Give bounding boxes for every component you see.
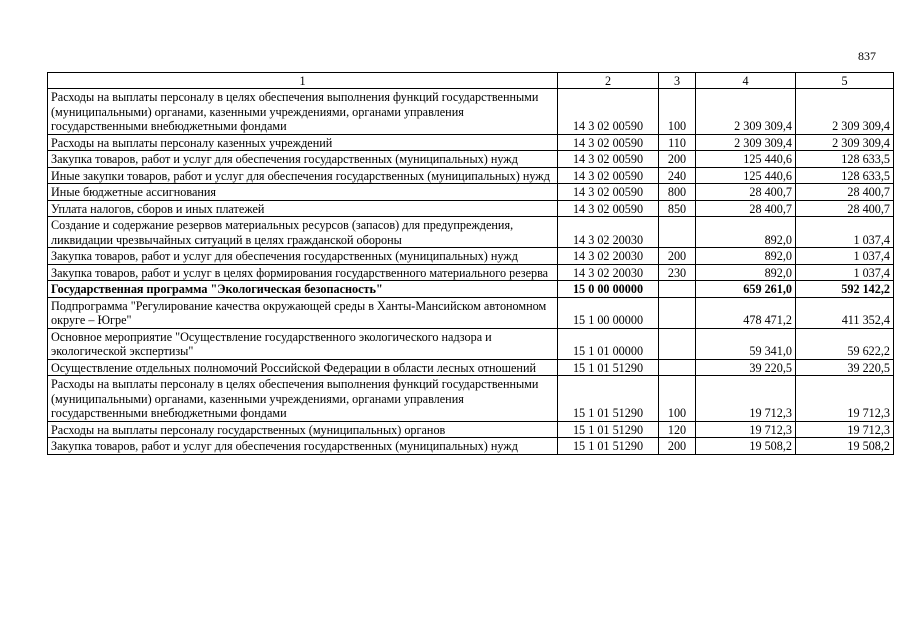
target-article-code-cell: 14 3 02 00590: [558, 134, 659, 151]
table-row: [48, 376, 894, 422]
row-name-cell: Иные закупки товаров, работ и услуг для обеспечения государственных (муниципальных) нужд: [48, 167, 558, 184]
table-row: [48, 297, 894, 328]
row-name-cell: Уплата налогов, сборов и иных платежей: [48, 200, 558, 217]
row-name-cell: Закупка товаров, работ и услуг в целях формирования государственного материального резерва: [48, 264, 558, 281]
expense-type-cell: 850: [659, 200, 696, 217]
target-article-code-cell: 14 3 02 00590: [558, 184, 659, 201]
row-name-cell: Расходы на выплаты персоналу в целях обеспечения выполнения функций государственными (муниципальными) органами, казенными учреждениями, органами управления государственными внебюджетными фондами: [48, 376, 558, 422]
table-row: [48, 328, 894, 359]
sum-2-cell: 2 309 309,4: [796, 134, 894, 151]
sum-1-cell: 2 309 309,4: [696, 89, 796, 135]
table-row: [48, 134, 894, 151]
sum-1-cell: 28 400,7: [696, 200, 796, 217]
target-article-code-cell: 14 3 02 20030: [558, 264, 659, 281]
sum-2-cell: 411 352,4: [796, 297, 894, 328]
expense-type-cell: 230: [659, 264, 696, 281]
sum-1-cell: 19 712,3: [696, 376, 796, 422]
row-name-cell: Расходы на выплаты персоналу казенных учреждений: [48, 134, 558, 151]
target-article-code-cell: 15 0 00 00000: [558, 281, 659, 298]
expense-type-cell: 240: [659, 167, 696, 184]
sum-2-cell: 2 309 309,4: [796, 89, 894, 135]
table-body: [48, 89, 894, 455]
row-name-cell: Основное мероприятие "Осуществление государственного экологического надзора и экологической экспертизы": [48, 328, 558, 359]
table-row: [48, 89, 894, 135]
sum-1-cell: 2 309 309,4: [696, 134, 796, 151]
expense-type-cell: 200: [659, 248, 696, 265]
sum-2-cell: 128 633,5: [796, 167, 894, 184]
sum-1-cell: 478 471,2: [696, 297, 796, 328]
sum-1-cell: 39 220,5: [696, 359, 796, 376]
row-name-cell: Создание и содержание резервов материальных ресурсов (запасов) для предупреждения, ликвидации чрезвычайных ситуаций в целях гражданской обороны: [48, 217, 558, 248]
table-row: [48, 359, 894, 376]
table-row: [48, 200, 894, 217]
column-header-code: 2: [558, 73, 659, 89]
expense-type-cell: 200: [659, 151, 696, 168]
expense-type-cell: 100: [659, 376, 696, 422]
target-article-code-cell: 14 3 02 00590: [558, 200, 659, 217]
table-row: [48, 281, 894, 298]
row-name-cell: Государственная программа "Экологическая безопасность": [48, 281, 558, 298]
row-name-cell: Закупка товаров, работ и услуг для обеспечения государственных (муниципальных) нужд: [48, 151, 558, 168]
expense-type-cell: [659, 217, 696, 248]
row-name-cell: Расходы на выплаты персоналу в целях обеспечения выполнения функций государственными (муниципальными) органами, казенными учреждениями, органами управления государственными внебюджетными фондами: [48, 89, 558, 135]
row-name-cell: Закупка товаров, работ и услуг для обеспечения государственных (муниципальных) нужд: [48, 438, 558, 455]
column-header-name: 1: [48, 73, 558, 89]
expense-type-cell: [659, 359, 696, 376]
table-row: [48, 167, 894, 184]
expense-type-cell: 110: [659, 134, 696, 151]
target-article-code-cell: 14 3 02 20030: [558, 217, 659, 248]
sum-1-cell: 892,0: [696, 217, 796, 248]
target-article-code-cell: 14 3 02 00590: [558, 151, 659, 168]
sum-1-cell: 28 400,7: [696, 184, 796, 201]
row-name-cell: Иные бюджетные ассигнования: [48, 184, 558, 201]
sum-1-cell: 19 508,2: [696, 438, 796, 455]
row-name-cell: Закупка товаров, работ и услуг для обеспечения государственных (муниципальных) нужд: [48, 248, 558, 265]
sum-2-cell: 128 633,5: [796, 151, 894, 168]
page-number: 837: [858, 49, 876, 63]
row-name-cell: Осуществление отдельных полномочий Российской Федерации в области лесных отношений: [48, 359, 558, 376]
sum-2-cell: 1 037,4: [796, 264, 894, 281]
table-row: [48, 217, 894, 248]
sum-2-cell: 19 508,2: [796, 438, 894, 455]
sum-1-cell: 892,0: [696, 248, 796, 265]
sum-2-cell: 19 712,3: [796, 421, 894, 438]
table-row: [48, 248, 894, 265]
table-header-row: [48, 73, 894, 89]
budget-table: [47, 72, 894, 455]
sum-2-cell: 1 037,4: [796, 217, 894, 248]
table-row: [48, 151, 894, 168]
expense-type-cell: 100: [659, 89, 696, 135]
sum-2-cell: 592 142,2: [796, 281, 894, 298]
sum-2-cell: 28 400,7: [796, 200, 894, 217]
expense-type-cell: 120: [659, 421, 696, 438]
expense-type-cell: 200: [659, 438, 696, 455]
sum-1-cell: 19 712,3: [696, 421, 796, 438]
sum-2-cell: 1 037,4: [796, 248, 894, 265]
sum-1-cell: 892,0: [696, 264, 796, 281]
column-header-sum-1: 4: [696, 73, 796, 89]
target-article-code-cell: 15 1 01 51290: [558, 359, 659, 376]
table-row: [48, 421, 894, 438]
sum-1-cell: 125 440,6: [696, 151, 796, 168]
expense-type-cell: [659, 297, 696, 328]
expense-type-cell: 800: [659, 184, 696, 201]
target-article-code-cell: 14 3 02 00590: [558, 89, 659, 135]
column-header-expense-type: 3: [659, 73, 696, 89]
target-article-code-cell: 14 3 02 00590: [558, 167, 659, 184]
table-row: [48, 184, 894, 201]
table-row: [48, 264, 894, 281]
target-article-code-cell: 15 1 00 00000: [558, 297, 659, 328]
target-article-code-cell: 14 3 02 20030: [558, 248, 659, 265]
sum-1-cell: 125 440,6: [696, 167, 796, 184]
target-article-code-cell: 15 1 01 51290: [558, 438, 659, 455]
sum-2-cell: 28 400,7: [796, 184, 894, 201]
expense-type-cell: [659, 281, 696, 298]
target-article-code-cell: 15 1 01 00000: [558, 328, 659, 359]
sum-1-cell: 59 341,0: [696, 328, 796, 359]
target-article-code-cell: 15 1 01 51290: [558, 376, 659, 422]
sum-2-cell: 59 622,2: [796, 328, 894, 359]
sum-2-cell: 19 712,3: [796, 376, 894, 422]
expense-type-cell: [659, 328, 696, 359]
row-name-cell: Подпрограмма "Регулирование качества окружающей среды в Ханты-Мансийском автономном округе – Югре": [48, 297, 558, 328]
table-row: [48, 438, 894, 455]
column-header-sum-2: 5: [796, 73, 894, 89]
sum-1-cell: 659 261,0: [696, 281, 796, 298]
sum-2-cell: 39 220,5: [796, 359, 894, 376]
target-article-code-cell: 15 1 01 51290: [558, 421, 659, 438]
row-name-cell: Расходы на выплаты персоналу государственных (муниципальных) органов: [48, 421, 558, 438]
